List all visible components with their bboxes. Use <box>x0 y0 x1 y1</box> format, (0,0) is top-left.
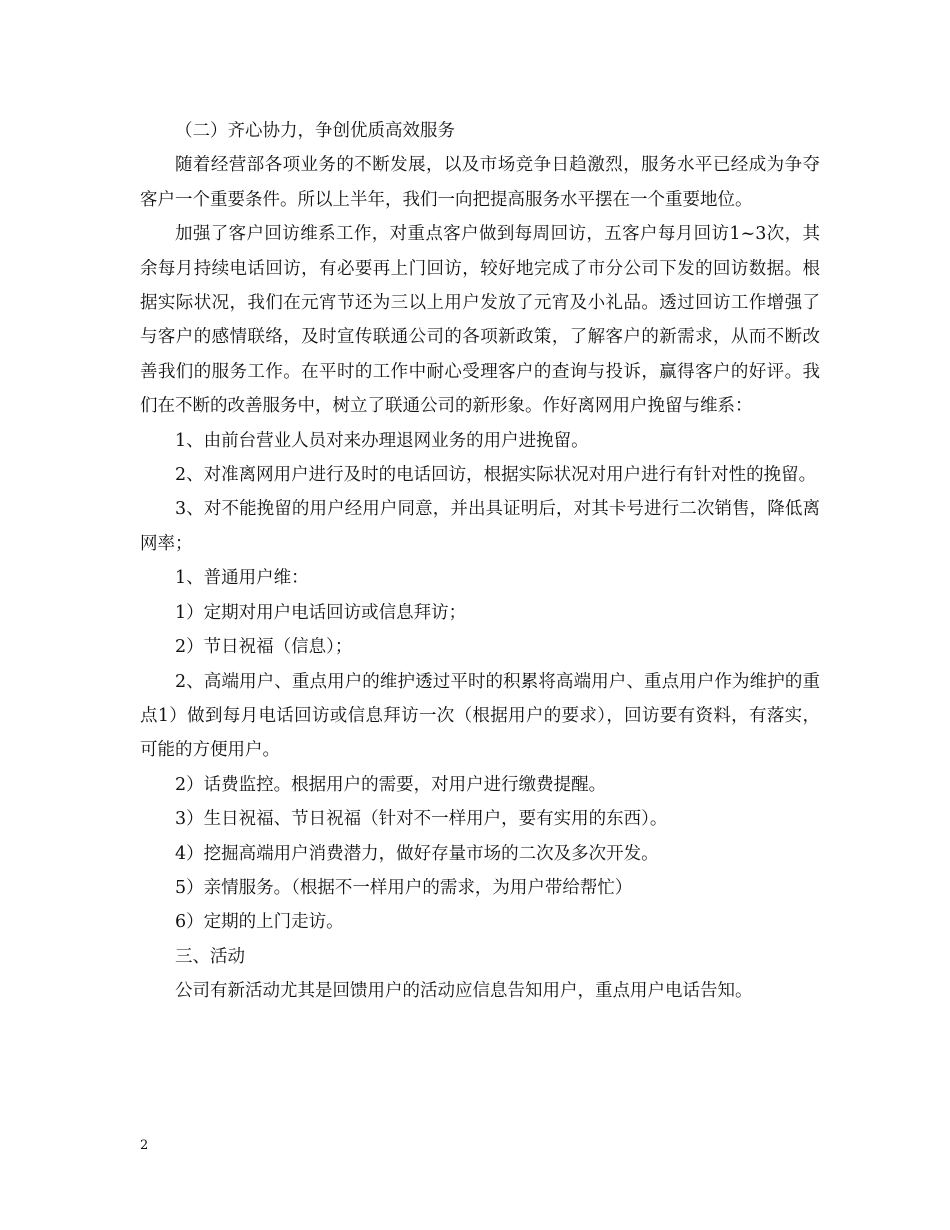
list-item: 2）话费监控。根据用户的需要，对用户进行缴费提醒。 <box>175 774 607 795</box>
section-heading: 三、活动 <box>175 946 245 967</box>
list-item: 1）定期对用户电话回访或信息拜访； <box>175 602 467 623</box>
paragraph: 随着经营部各项业务的不断发展，以及市场竞争日趋激烈，服务水平已经成为争夺客户一个重要条件。所以上半年，我们一向把提高服务水平摆在一个重要地位。 <box>140 155 820 210</box>
list-item: 3、对不能挽留的用户经用户同意，并出具证明后，对其卡号进行二次销售，降低离网率； <box>140 499 820 554</box>
list-item: 1、由前台营业人员对来办理退网业务的用户进挽留。 <box>175 430 589 451</box>
section-heading: （二）齐心协力，争创优质高效服务 <box>175 121 455 141</box>
list-item: 5）亲情服务。（根据不一样用户的需求，为用户带给帮忙） <box>175 877 633 898</box>
page-number: 2 <box>140 1138 149 1153</box>
list-item: 2）节日祝福（信息）； <box>175 637 353 658</box>
paragraph: 加强了客户回访维系工作，对重点客户做到每周回访，五客户每月回访1~3次，其余每月持续电话回访，有必要再上门回访，较好地完成了市分公司下发的回访数据。根据实际状况，我们在元宵节还为三以上用户发放了元宵及小礼品。透过回访工作增强了与客户的感情联络，及时宣传联通公司的各项新政策，了解客户的新需求，从而不断改善我们的服务工作。在平时的工作中耐心受理客户的查询与投诉，赢得客户的好评。我们在不断的改善服务中，树立了联通公司的新形象。作好离网用户挽留与维系： <box>140 224 820 417</box>
list-item: 2、高端用户、重点用户的维护透过平时的积累将高端用户、重点用户作为维护的重点1）做到每月电话回访或信息拜访一次（根据用户的要求），回访要有资料，有落实，可能的方便用户。 <box>140 671 820 761</box>
paragraph: 公司有新活动尤其是回馈用户的活动应信息告知用户，重点用户电话告知。 <box>175 981 753 1002</box>
list-item: 3）生日祝福、节日祝福（针对不一样用户，要有实用的东西）。 <box>175 809 668 830</box>
list-item: 1、普通用户维： <box>175 568 309 589</box>
document-body <box>140 114 820 1009</box>
list-item: 2、对准离网用户进行及时的电话回访，根据实际状况对用户进行有针对性的挽留。 <box>175 465 817 486</box>
list-item: 4）挖掘高端用户消费潜力，做好存量市场的二次及多次开发。 <box>175 843 659 864</box>
list-item: 6）定期的上门走访。 <box>175 912 344 933</box>
